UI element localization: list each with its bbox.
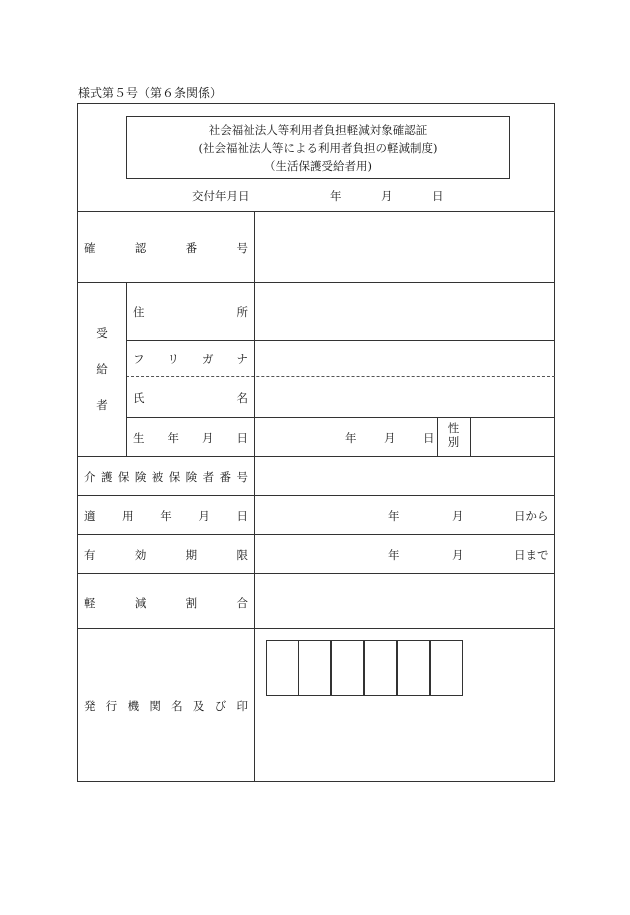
recipient-group-label: 受 給 者 bbox=[96, 326, 108, 412]
address-field[interactable] bbox=[255, 283, 554, 340]
applicable-date-month: 月 bbox=[452, 509, 464, 523]
insured-number-label: 介 護 保 険 被 保 険 者 番 号 bbox=[84, 470, 248, 484]
issuer-code-cell[interactable] bbox=[266, 640, 299, 696]
valid-until-year: 年 bbox=[388, 548, 400, 562]
title-line-2: (社会福祉法人等による利用者負担の軽減制度) bbox=[198, 140, 438, 155]
issue-date-label: 交付年月日 bbox=[192, 189, 250, 203]
issuer-label: 発 行 機 関 名 及 び 印 bbox=[84, 699, 248, 713]
issue-date-month: 月 bbox=[381, 189, 393, 203]
address-label: 住 所 bbox=[133, 305, 248, 319]
issue-date-day: 日 bbox=[432, 189, 444, 203]
issuer-code-cell[interactable] bbox=[298, 640, 331, 696]
issue-date-year: 年 bbox=[330, 189, 342, 203]
birth-date-label: 生 年 月 日 bbox=[133, 431, 248, 445]
applicable-date-day: 日から bbox=[514, 509, 549, 523]
issuer-code-cell[interactable] bbox=[397, 640, 430, 696]
title-box bbox=[126, 116, 510, 179]
form-number-label: 様式第５号（第６条関係） bbox=[78, 86, 223, 100]
row-divider bbox=[77, 628, 555, 629]
reduction-rate-label: 軽 減 割 合 bbox=[84, 596, 248, 610]
confirmation-number-field[interactable] bbox=[255, 212, 554, 282]
furigana-field[interactable] bbox=[255, 341, 554, 376]
valid-until-day: 日まで bbox=[514, 548, 549, 562]
confirmation-number-label: 確 認 番 号 bbox=[84, 241, 248, 255]
issuer-code-cell[interactable] bbox=[364, 640, 397, 696]
valid-until-month: 月 bbox=[452, 548, 464, 562]
name-label: 氏 名 bbox=[133, 391, 248, 405]
birth-date-day: 日 bbox=[423, 431, 435, 445]
name-field[interactable] bbox=[255, 377, 554, 417]
row-divider bbox=[77, 495, 555, 496]
applicable-date-year: 年 bbox=[388, 509, 400, 523]
reduction-rate-field[interactable] bbox=[255, 574, 554, 628]
title-line-3: （生活保護受給者用) bbox=[264, 158, 372, 173]
birth-date-year: 年 bbox=[345, 431, 357, 445]
birth-date-month: 月 bbox=[384, 431, 396, 445]
applicable-date-label: 適 用 年 月 日 bbox=[84, 509, 248, 523]
title-line-1: 社会福祉法人等利用者負担軽減対象確認証 bbox=[208, 122, 428, 137]
issuer-code-cell[interactable] bbox=[331, 640, 364, 696]
recipient-group-divider bbox=[126, 282, 127, 456]
issuer-code-cell[interactable] bbox=[430, 640, 463, 696]
sex-label: 性 別 bbox=[447, 421, 460, 449]
row-divider bbox=[77, 534, 555, 535]
valid-until-label: 有 効 期 限 bbox=[84, 548, 248, 562]
sex-field[interactable] bbox=[471, 418, 554, 456]
insured-number-field[interactable] bbox=[255, 457, 554, 495]
furigana-label: フ リ ガ ナ bbox=[133, 352, 248, 366]
